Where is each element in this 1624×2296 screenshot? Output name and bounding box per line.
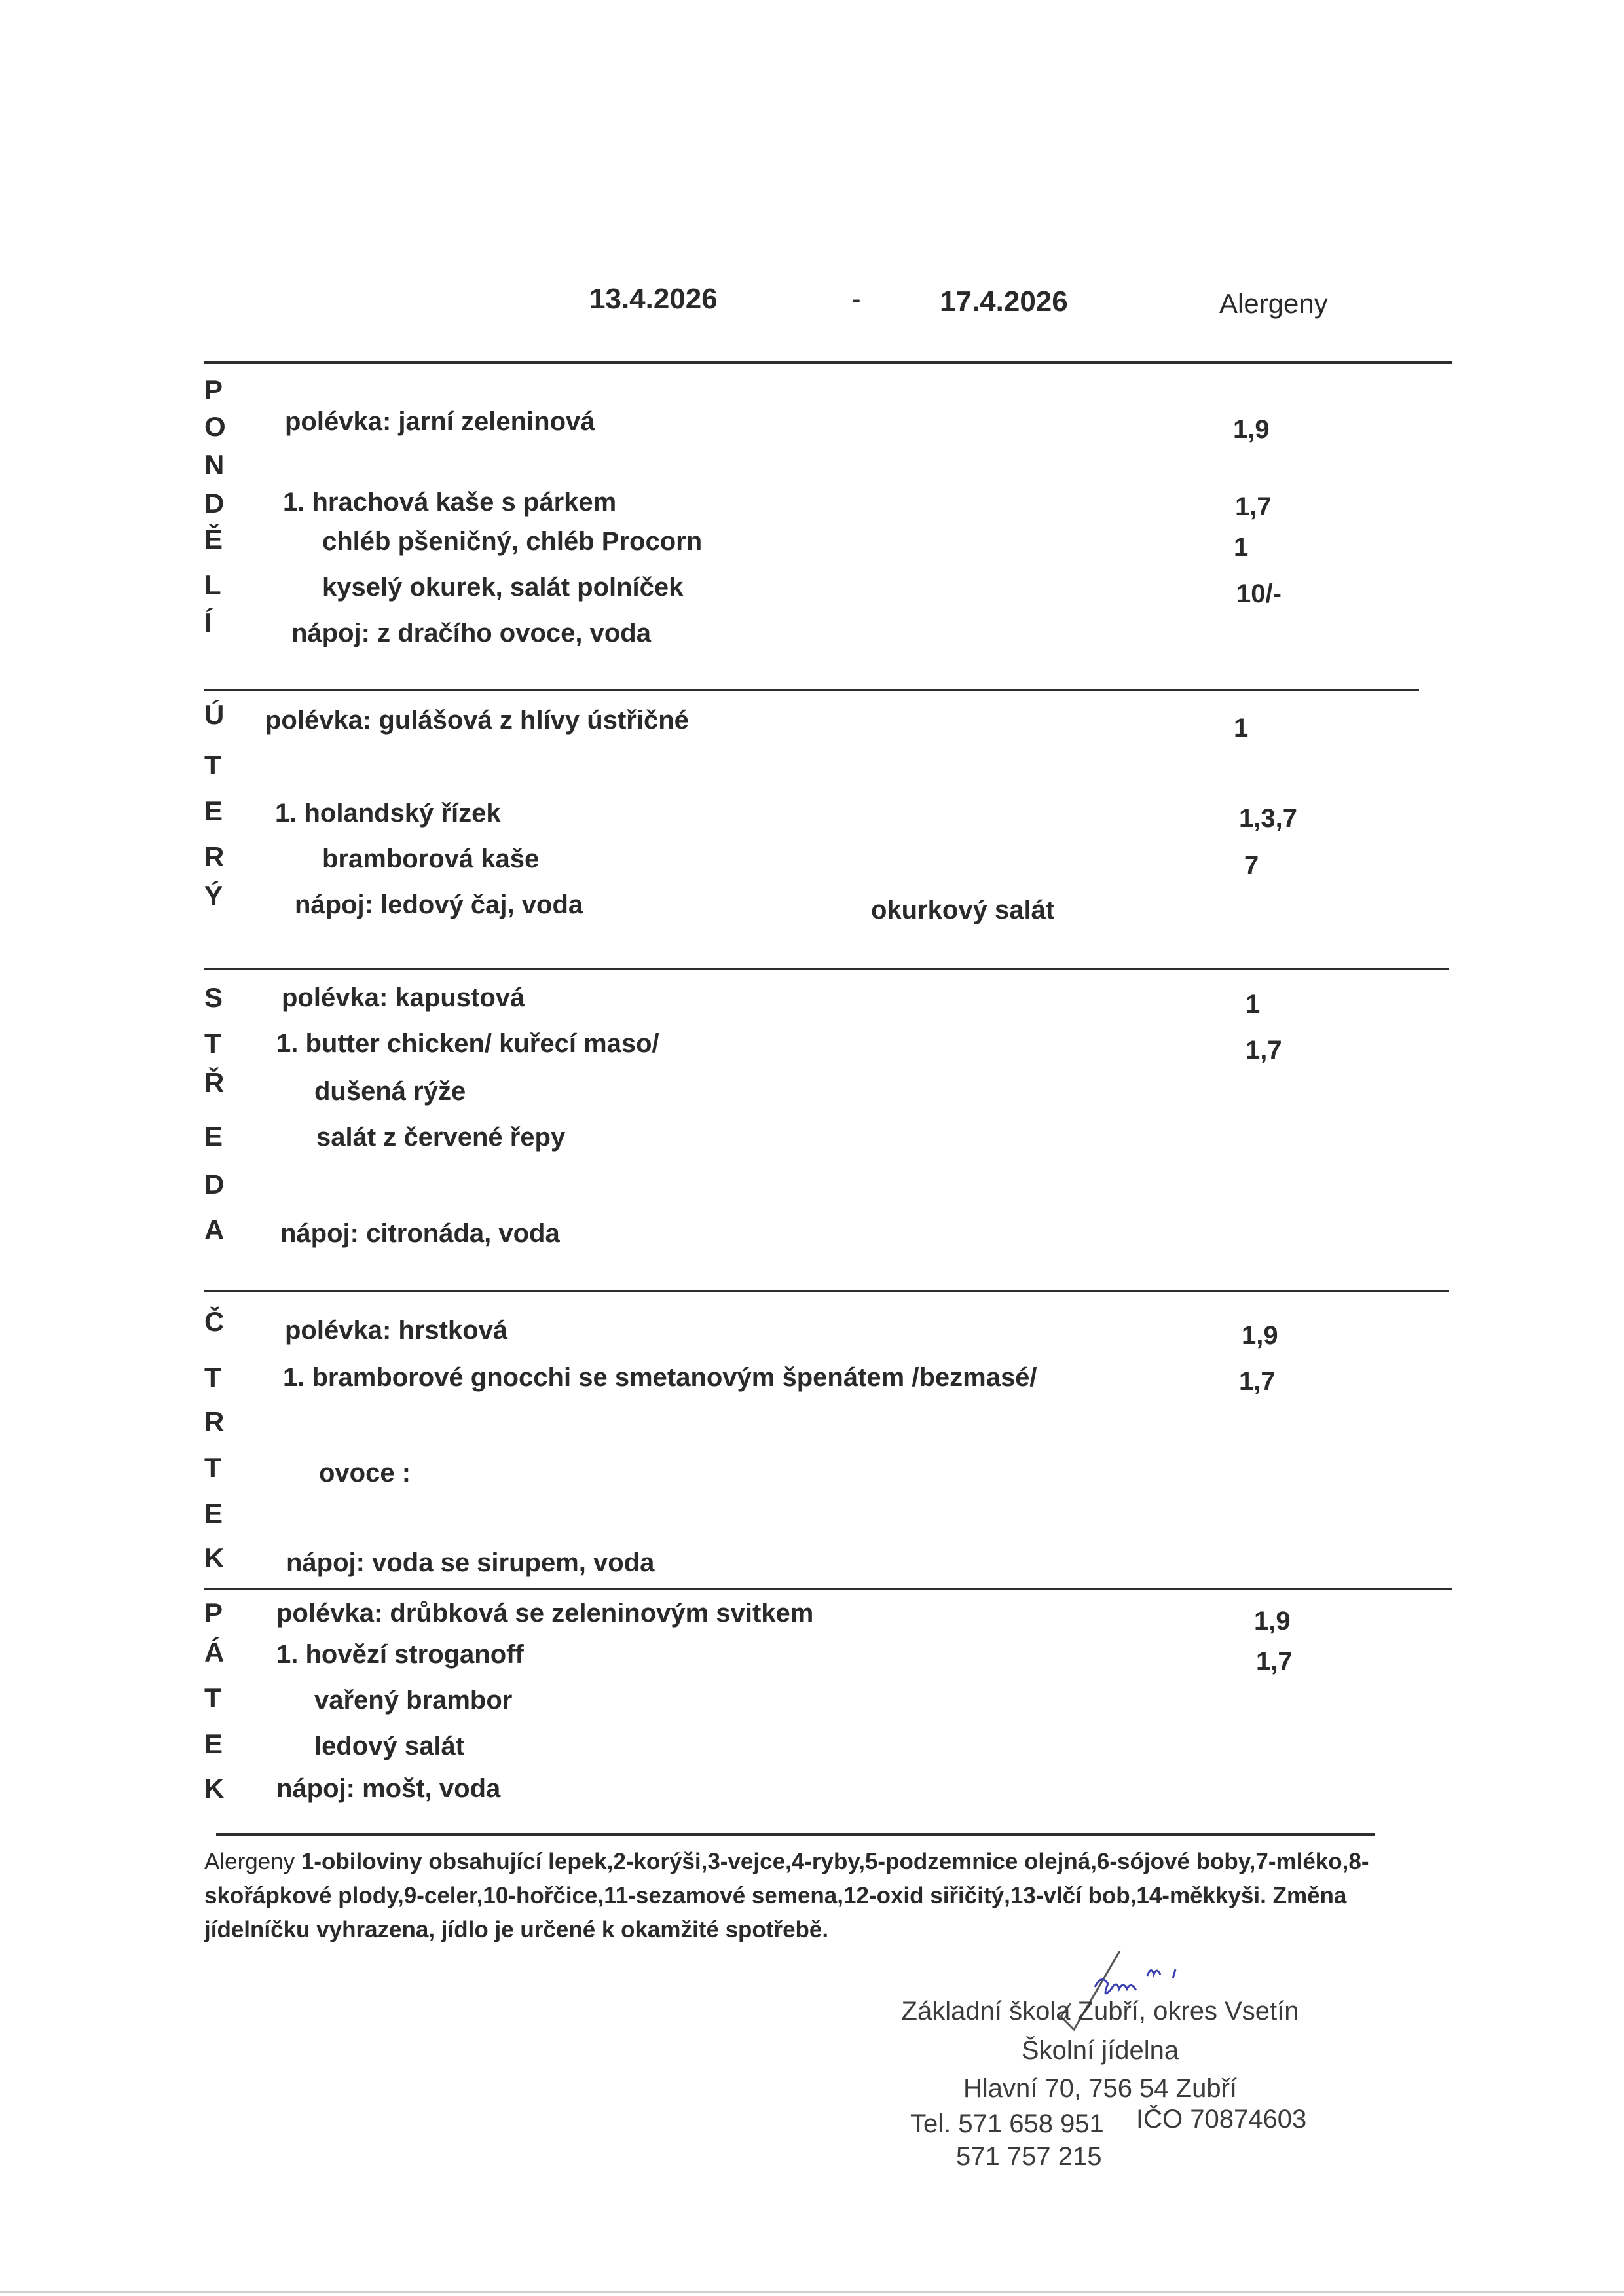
allergen-codes: 1,9 [1242, 1321, 1278, 1350]
menu-item-side: chléb pšeničný, chléb Procorn [322, 527, 703, 556]
allergen-codes: 1 [1234, 714, 1249, 742]
stamp-school-name: Základní škola Zubří, okres Vsetín [901, 1997, 1299, 2026]
menu-item-salad: okurkový salát [871, 896, 1055, 924]
day-letter: Ě [204, 524, 223, 555]
allergen-legend-text: 1-obiloviny obsahující lepek,2-korýši,3-vejce,4-ryby,5-podzemnice olejná,6-sójové boby,7-mléko,8-skořápkové plody,9-celer,10-hořčice,11-sezamové semena,12-oxid siřičitý,13-vlčí bob,14-měkkyši. Změna jídelníčku vyhrazena, jídlo je určené k okamžité spotřebě. [204, 1849, 1369, 1942]
stamp-phone: Tel. 571 658 951 [910, 2109, 1104, 2138]
day-letter: Č [204, 1306, 225, 1337]
day-letter: T [204, 1362, 221, 1393]
menu-item-soup: polévka: kapustová [282, 983, 525, 1012]
day-letter: L [204, 570, 221, 600]
menu-item-drink: nápoj: voda se sirupem, voda [286, 1548, 655, 1577]
menu-item-side: bramborová kaše [322, 845, 540, 873]
day-letter: E [204, 1121, 223, 1152]
day-letter: D [204, 1169, 225, 1199]
day-letter: Í [204, 608, 212, 638]
allergen-legend-label: Alergeny [204, 1849, 295, 1874]
allergen-codes: 1,7 [1246, 1036, 1282, 1065]
stamp-phone-2: 571 757 215 [956, 2142, 1102, 2168]
menu-item-drink: nápoj: mošt, voda [276, 1774, 501, 1803]
menu-item-drink: nápoj: ledový čaj, voda [295, 890, 583, 919]
menu-item-fruit: ovoce : [319, 1459, 411, 1487]
menu-item-salad: ledový salát [314, 1732, 465, 1760]
day-letter: Á [204, 1637, 225, 1667]
menu-item-soup: polévka: hrstková [285, 1316, 508, 1345]
allergen-codes: 7 [1244, 851, 1259, 880]
allergen-codes: 1,9 [1233, 415, 1270, 444]
divider-wed-thu [204, 1290, 1449, 1292]
stamp-canteen-name: Školní jídelna [1021, 2036, 1179, 2065]
menu-item-side: kyselý okurek, salát polníček [322, 573, 684, 602]
menu-item-main: 1. hovězí stroganoff [276, 1640, 524, 1669]
day-letter: N [204, 449, 225, 480]
menu-item-main: 1. holandský řízek [275, 799, 501, 828]
day-letter: E [204, 1728, 223, 1759]
divider-thu-fri [204, 1588, 1452, 1590]
menu-item-drink: nápoj: citronáda, voda [280, 1219, 560, 1248]
allergen-codes: 1,7 [1256, 1647, 1293, 1676]
day-letter: Ř [204, 1067, 225, 1098]
allergen-codes: 1 [1246, 990, 1261, 1019]
day-letter: Ú [204, 699, 225, 730]
menu-item-side: dušená rýže [314, 1077, 466, 1106]
day-letter: D [204, 488, 225, 519]
day-letter: K [204, 1773, 225, 1804]
menu-item-side: salát z červené řepy [316, 1123, 566, 1152]
menu-item-soup: polévka: jarní zeleninová [285, 407, 595, 436]
scan-edge [0, 2291, 1624, 2293]
day-letter: P [204, 374, 223, 405]
menu-item-main: 1. bramborové gnocchi se smetanovým špenátem /bezmasé/ [283, 1363, 1037, 1392]
day-letter: T [204, 1028, 221, 1059]
menu-item-main: 1. hrachová kaše s párkem [283, 488, 617, 517]
allergen-codes: 10/- [1236, 579, 1282, 608]
menu-item-soup: polévka: gulášová z hlívy ústřičné [265, 706, 689, 735]
date-to: 17.4.2026 [940, 285, 1068, 318]
allergen-codes: 1,7 [1235, 492, 1272, 521]
day-letter: E [204, 1498, 223, 1529]
allergen-legend [204, 1845, 1449, 1947]
day-letter: K [204, 1542, 225, 1573]
allergen-codes: 1,9 [1254, 1607, 1291, 1635]
stamp-company-id: IČO 70874603 [1136, 2105, 1307, 2134]
divider-top [204, 361, 1452, 364]
day-letter: A [204, 1214, 225, 1245]
menu-item-drink: nápoj: z dračího ovoce, voda [291, 619, 651, 647]
divider-legend [216, 1833, 1375, 1836]
stamp-address: Hlavní 70, 756 54 Zubří [963, 2074, 1238, 2103]
menu-item-main: 1. butter chicken/ kuřecí maso/ [276, 1029, 659, 1058]
menu-item-side: vařený brambor [314, 1686, 513, 1715]
day-letter: T [204, 1683, 221, 1713]
allergen-codes: 1 [1234, 533, 1249, 562]
day-letter: E [204, 795, 223, 826]
divider-mon-tue [204, 689, 1419, 691]
date-separator: - [851, 283, 861, 315]
day-letter: S [204, 982, 223, 1013]
day-letter: R [204, 841, 225, 872]
divider-tue-wed [204, 968, 1449, 970]
menu-item-soup: polévka: drůbková se zeleninovým svitkem [276, 1599, 814, 1628]
date-from: 13.4.2026 [589, 283, 718, 315]
allergens-column-header: Alergeny [1219, 288, 1328, 319]
day-letter: T [204, 750, 221, 780]
day-letter: P [204, 1597, 223, 1628]
day-letter: O [204, 411, 226, 442]
day-letter: R [204, 1406, 225, 1437]
day-letter: Ý [204, 881, 223, 911]
allergen-codes: 1,3,7 [1239, 804, 1297, 833]
day-letter: T [204, 1452, 221, 1483]
allergen-codes: 1,7 [1239, 1367, 1276, 1396]
